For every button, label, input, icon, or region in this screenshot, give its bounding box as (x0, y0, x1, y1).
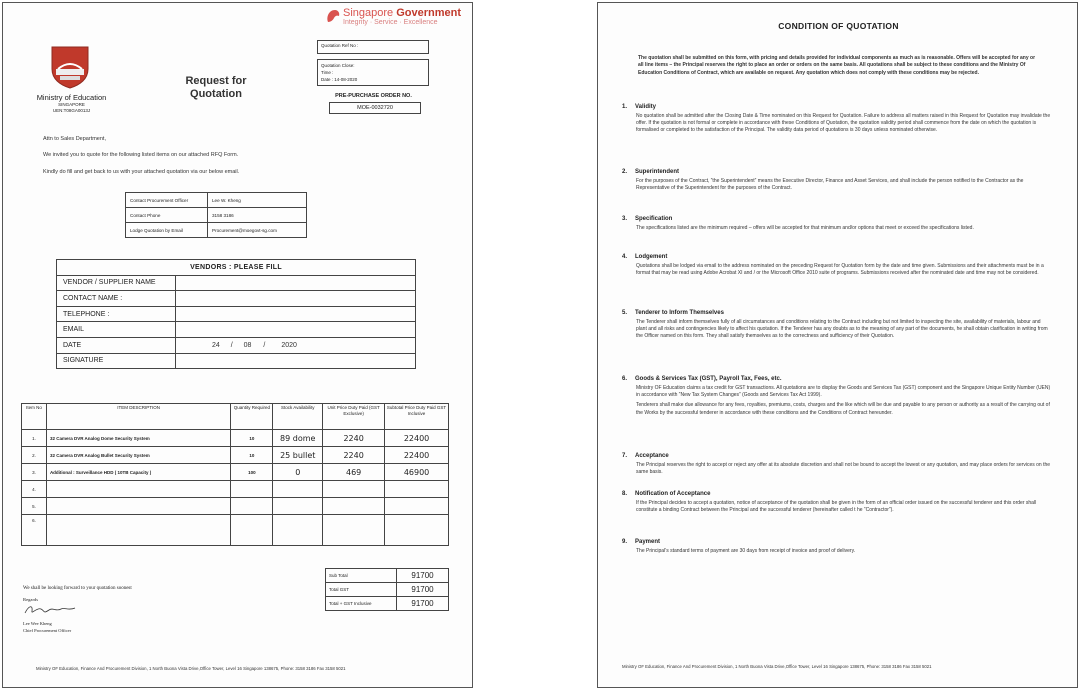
date-day: 24 (212, 341, 220, 349)
item-row (22, 481, 449, 498)
telephone-label: TELEPHONE : (57, 306, 176, 322)
item-no: 6. (22, 515, 47, 546)
section-text: The specifications listed are the minimum required – offers will be accepted for that minimum and/or options that meet or exceed the specifications listed. (636, 225, 974, 231)
instruction-text: Kindly do fill and get back to us with your attached quotation via our below email. (43, 169, 240, 175)
header-description: ITEM DESCRIPTION (46, 404, 230, 430)
section-specification (622, 216, 1052, 232)
item-description: 32 Camera DVR Analog Bullet Security System (46, 447, 230, 464)
item-subtotal[interactable]: 22400 (385, 430, 449, 447)
item-quantity: 100 (231, 464, 273, 481)
vendor-name-field[interactable] (176, 275, 416, 291)
header-quantity: Quantity Required (231, 404, 273, 430)
item-subtotal[interactable] (385, 515, 449, 546)
section-title: Acceptance (635, 453, 669, 459)
header-unit-price: Unit Price Duty Paid (GST Exclusive) (323, 404, 385, 430)
signature-field[interactable] (176, 353, 416, 369)
item-row (22, 447, 449, 464)
contact-row (126, 193, 307, 208)
section-acceptance (622, 453, 1052, 476)
item-no: 3. (22, 464, 47, 481)
item-stock[interactable]: 25 bullet (273, 447, 323, 464)
singapore-government-logo (323, 7, 463, 29)
item-quantity (231, 515, 273, 546)
section-number: 4. (622, 254, 628, 260)
item-no: 5. (22, 498, 47, 515)
attention-line: Attn to Sales Department, (43, 136, 106, 142)
item-quantity: 10 (231, 430, 273, 447)
date-separator: / (263, 341, 266, 349)
date-separator: / (230, 341, 233, 349)
item-stock[interactable]: 0 (273, 464, 323, 481)
contact-row (126, 208, 307, 223)
lion-head-icon (325, 8, 341, 24)
conditions-title: CONDITION OF QUOTATION (778, 21, 899, 31)
section-text: Quotations shall be lodged via email to the address nominated on the preceding Request for Quotation form by the date and time given. Submissions and their attachments must be in a format that may be read using Adobe Acrobat XI and / or the Microsoft Office 2010 suite of programs. Submissions received after the nominated date and time may not be considered. (636, 263, 1044, 277)
section-title: Specification (635, 216, 673, 222)
invitation-text: We invited you to quote for the following listed items on our attached RFQ Form. (43, 152, 239, 158)
ministry-crest-icon (50, 45, 90, 89)
quotation-close-time: Time : (321, 70, 334, 75)
item-subtotal[interactable]: 22400 (385, 447, 449, 464)
ministry-name: Ministry of Education (36, 93, 107, 102)
item-row (22, 498, 449, 515)
item-stock[interactable] (273, 498, 323, 515)
quotation-close-date: Date : 14-08-2020 (321, 77, 358, 82)
section-number: 9. (622, 539, 628, 545)
section-tenderer-inform (622, 310, 1052, 341)
document-title: Request for Quotation (185, 75, 247, 100)
email-label: EMAIL (57, 322, 176, 338)
contact-value: 3158 3186 (208, 208, 307, 223)
item-unit-price[interactable] (323, 481, 385, 498)
item-no: 2. (22, 447, 47, 464)
section-notification (622, 491, 1052, 514)
item-description: 32 Camera DVR Analog Dome Security System (46, 430, 230, 447)
header-subtotal: Subtotal Price Duty Paid GST Inclusive (385, 404, 449, 430)
total-gst-label: Total GST (326, 583, 397, 597)
pre-purchase-order-number: MOE-0032720 (329, 102, 421, 114)
subtotal-label: Sub Total (326, 569, 397, 583)
item-quantity (231, 481, 273, 498)
totals-table (325, 568, 449, 611)
vendor-name-label: VENDOR / SUPPLIER NAME (57, 275, 176, 291)
quotation-close-box (317, 59, 429, 86)
section-payment (622, 539, 1052, 555)
signer-title: Chief Procurement Officer (23, 628, 72, 633)
regards-text: Regards (23, 597, 39, 602)
section-number: 8. (622, 491, 628, 497)
item-subtotal[interactable] (385, 481, 449, 498)
total-row (326, 597, 449, 611)
item-no: 1. (22, 430, 47, 447)
grand-total-value[interactable]: 91700 (397, 597, 449, 611)
contact-label: Contact Phone (126, 208, 208, 223)
item-stock[interactable] (273, 481, 323, 498)
ministry-uen: UEN:T08GA0013J (52, 108, 91, 113)
item-row (22, 464, 449, 481)
item-description (46, 515, 230, 546)
grand-total-label: Total + GST Inclusive (326, 597, 397, 611)
telephone-field[interactable] (176, 306, 416, 322)
quotation-close-label: Quotation Close: (321, 63, 355, 68)
contact-label: Contact Procurement Officer (126, 193, 208, 208)
vendor-table-header: VENDORS : PLEASE FILL (57, 260, 416, 276)
item-subtotal[interactable] (385, 498, 449, 515)
gov-name: Singapore Government (343, 7, 462, 19)
date-month: 08 (243, 341, 252, 349)
item-row (22, 515, 449, 546)
contact-email[interactable]: Procurement@moegovt-sg.com (208, 223, 307, 238)
conditions-intro: The quotation shall be submitted on this form, with pricing and details provided for individual components as much as is reasonable. Offers will be accepted for any or all line items – the Principal reserves the right to place an order or orders on the same basis. All quotations shall be subject to these conditions and the Ministry Of Education Conditions of Contract, which are available on request. Any quotation which does not comply with these conditions may be rejected. (638, 55, 1036, 76)
item-subtotal[interactable]: 46900 (385, 464, 449, 481)
section-text: If the Principal decides to accept a quotation, notice of acceptance of the quotation shall be given in the form of an official order issued on the successful tenderer and this order shall constitute a binding Contract between the Principal and the successful tenderer (hereinafter called t he “Contractor”). (636, 500, 1037, 514)
handwritten-signature-icon (23, 603, 78, 617)
section-text: The Principal reserves the right to accept or reject any offer at its absolute discretion and shall not be bound to accept the lowest or any quotation, and may place orders for services on the same basis. (636, 462, 1051, 476)
signer-name: Lee Wee Kheng (23, 621, 52, 626)
section-text: No quotation shall be admitted after the Closing Date & Time nominated on this Request for Quotation. Failure to address all matters raised in this Request for Quotation may invalidate the offer. If the quotation is not formal or complete in accordance with these Conditions of Quotation, the quotation validity period shall commence from the date on which the quotation is formalised or completed to the satisfaction of the Principal. The validity data period of quotations is 30 days unless nominated otherwise. (636, 113, 1051, 134)
vendor-row (57, 322, 416, 338)
section-title: Notification of Acceptance (635, 491, 711, 497)
items-header-row (22, 404, 449, 430)
contact-row (126, 223, 307, 238)
signature-image (23, 597, 78, 617)
vendor-row (57, 337, 416, 353)
item-stock[interactable] (273, 515, 323, 546)
ministry-country: SINGAPORE (58, 102, 85, 107)
item-no: 4. (22, 481, 47, 498)
pre-purchase-order-label: PRE-PURCHASE ORDER NO. (335, 93, 412, 99)
item-stock[interactable]: 89 dome (273, 430, 323, 447)
item-description: Additional : Surveillance HDD ( 10TB Capacity ) (46, 464, 230, 481)
section-title: Superintendent (635, 169, 680, 175)
section-text: The Tenderer shall inform themselves fully of all circumstances and conditions relating to the Contract including but not limited to inspecting the site, availability of materials, labour and plant and all risks and contingencies likely to affect his quotation. If the Tenderer has any doubts as to the meaning of any part of the documents, he shall obtain clarification in writing from the Officer named on this form. They shall satisfy themselves as to the correctness and sufficiency of their Quotation. (636, 319, 1048, 340)
contact-value: Lee W. Kheng (208, 193, 307, 208)
item-unit-price[interactable]: 469 (323, 464, 385, 481)
item-quantity: 10 (231, 447, 273, 464)
vendor-table (56, 259, 416, 369)
section-title: Tenderer to Inform Themselves (635, 310, 724, 316)
header-item-no: Item No (22, 404, 47, 430)
quotation-ref-field: Quotation Ref No : (317, 40, 429, 54)
section-text: For the purposes of the Contract, “the Superintendent” means the Executive Director, Finance and Asset Services, and shall include the person notified to the Contractor as the Representative of the Superintendent for the purposes of the Contract. (636, 178, 1024, 192)
item-quantity (231, 498, 273, 515)
total-row (326, 583, 449, 597)
gov-tagline: Integrity · Service · Excellence (343, 19, 438, 26)
contact-name-field[interactable] (176, 291, 416, 307)
section-validity (622, 104, 1052, 135)
total-gst-value[interactable]: 91700 (397, 583, 449, 597)
section-number: 1. (622, 104, 628, 110)
section-text: The Principal’s standard terms of payment are 30 days from receipt of invoice and proof of delivery. (636, 548, 856, 554)
item-unit-price[interactable] (323, 515, 385, 546)
section-text: Ministry OF Education claims a tax credit for GST transactions. All quotations are to display the Goods and Services Tax (GST) component and the Singapore Unique Entity Number (UEN) in accordance with “New Tax System Changes” (Goods and Services Tax Act 1999). (636, 385, 1051, 399)
section-text: Tenderers shall make due allowance for any fees, royalties, premiums, costs, charges and the like which will be due and payable to any person or authority as a result of the carrying out of the Works by the successful tenderer in accordance with these conditions and the Conditions of Contract hereunder. (636, 402, 1050, 416)
rfq-page (2, 2, 473, 688)
item-row (22, 430, 449, 447)
footer-address: Ministry OF Education, Finance And Procurement Division, 1 North Buona Vista Drive,Office Tower, Level 16 Singapore 138675, Phone: 3158 3186 Fax 3158 5021 (36, 666, 346, 671)
item-unit-price[interactable]: 2240 (323, 430, 385, 447)
date-field[interactable] (176, 337, 416, 353)
vendor-row (57, 353, 416, 369)
item-unit-price[interactable]: 2240 (323, 447, 385, 464)
contact-label: Lodge Quotation by Email (126, 223, 208, 238)
section-lodgement (622, 254, 1052, 277)
section-title: Lodgement (635, 254, 668, 260)
date-label: DATE (57, 337, 176, 353)
section-title: Goods & Services Tax (GST), Payroll Tax, Fees, etc. (635, 376, 782, 382)
item-description (46, 498, 230, 515)
item-description (46, 481, 230, 498)
contact-name-label: CONTACT NAME : (57, 291, 176, 307)
section-number: 6. (622, 376, 628, 382)
section-gst (622, 376, 1052, 417)
items-table (21, 403, 449, 546)
subtotal-value[interactable]: 91700 (397, 569, 449, 583)
vendor-row (57, 275, 416, 291)
section-number: 3. (622, 216, 628, 222)
signature-label: SIGNATURE (57, 353, 176, 369)
conditions-page (597, 2, 1078, 688)
vendor-row (57, 306, 416, 322)
section-number: 5. (622, 310, 628, 316)
footer-address: Ministry OF Education, Finance And Procurement Division, 1 North Buona Vista Drive,Office Tower, Level 16 Singapore 138675, Phone: 3158 3186 Fax 3158 5021 (622, 664, 932, 669)
closing-line: We shall be looking forward to your quotation soonest (23, 586, 132, 591)
section-number: 2. (622, 169, 628, 175)
section-title: Validity (635, 104, 657, 110)
section-superintendent (622, 169, 1052, 192)
item-unit-price[interactable] (323, 498, 385, 515)
email-field[interactable] (176, 322, 416, 338)
total-row (326, 569, 449, 583)
section-title: Payment (635, 539, 661, 545)
contact-table (125, 192, 307, 238)
section-number: 7. (622, 453, 628, 459)
header-stock: Stock Availability (273, 404, 323, 430)
date-year: 2020 (281, 341, 297, 349)
vendor-row (57, 291, 416, 307)
